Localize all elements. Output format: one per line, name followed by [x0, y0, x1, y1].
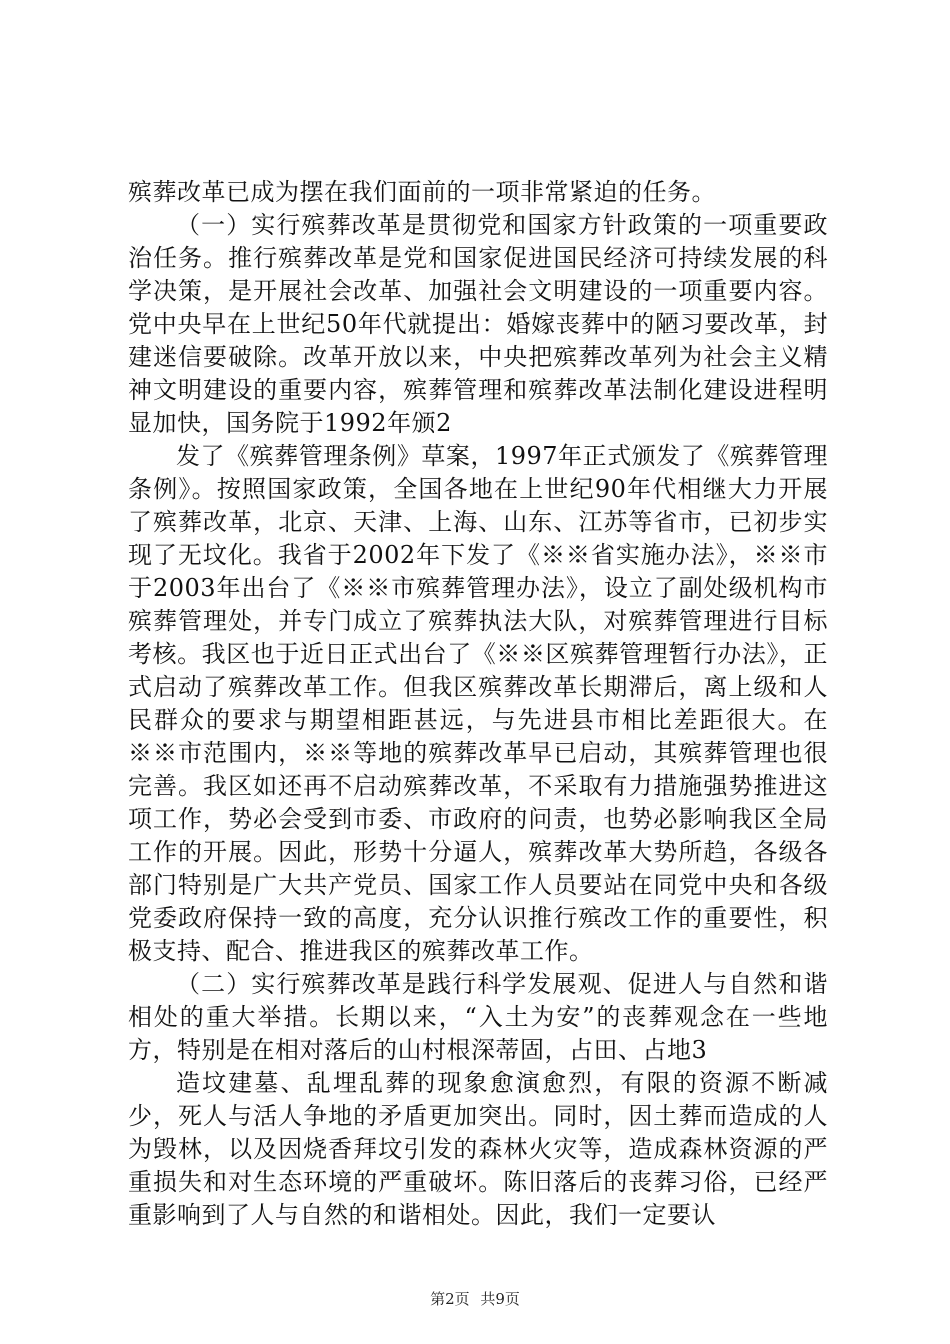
paragraph-2: （一）实行殡葬改革是贯彻党和国家方针政策的一项重要政治任务。推行殡葬改革是党和国家促进国民经济可持续发展的科学决策，是开展社会改革、加强社会文明建设的一项重要内容。党中央早在上世纪50年代就提出：婚嫁丧葬中的陋习要改革，封建迷信要破除。改革开放以来，中央把殡葬改革列为社会主义精神文明建设的重要内容，殡葬管理和殡葬改革法制化建设进程明显加快，国务院于1992年颁2: [128, 211, 828, 437]
page-number: 第2页: [430, 1290, 470, 1308]
document-body: [128, 176, 828, 1232]
paragraph-3: 发了《殡葬管理条例》草案，1997年正式颁发了《殡葬管理条例》。按照国家政策，全国各地在上世纪90年代相继大力开展了殡葬改革，北京、天津、上海、山东、江苏等省市，已初步实现了无坟化。我省于2002年下发了《※※省实施办法》，※※市于2003年出台了《※※市殡葬管理办法》，设立了副处级机构市殡葬管理处，并专门成立了殡葬执法大队，对殡葬管理进行目标考核。我区也于近日正式出台了《※※区殡葬管理暂行办法》，正式启动了殡葬改革工作。但我区殡葬改革长期滞后，离上级和人民群众的要求与期望相距甚远，与先进县市相比差距很大。在※※市范围内，※※等地的殡葬改革早已启动，其殡葬管理也很完善。我区如还再不启动殡葬改革，不采取有力措施强势推进这项工作，势必会受到市委、市政府的问责，也势必影响我区全局工作的开展。因此，形势十分逼人，殡葬改革大势所趋，各级各部门特别是广大共产党员、国家工作人员要站在同党中央和各级党委政府保持一致的高度，充分认识推行殡改工作的重要性，积极支持、配合、推进我区的殡葬改革工作。: [128, 442, 828, 965]
paragraph-5: 造坟建墓、乱埋乱葬的现象愈演愈烈，有限的资源不断减少，死人与活人争地的矛盾更加突出。同时，因土葬而造成的人为毁林，以及因烧香拜坟引发的森林火灾等，造成森林资源的严重损失和对生态环境的严重破坏。陈旧落后的丧葬习俗，已经严重影响到了人与自然的和谐相处。因此，我们一定要认: [128, 1069, 828, 1229]
page-footer: [0, 1288, 950, 1309]
paragraph-1: 殡葬改革已成为摆在我们面前的一项非常紧迫的任务。: [128, 178, 716, 206]
paragraph-4: （二）实行殡葬改革是践行科学发展观、促进人与自然和谐相处的重大举措。长期以来，“入土为安”的丧葬观念在一些地方，特别是在相对落后的山村根深蒂固，占田、占地3: [128, 970, 828, 1064]
page-total: 共9页: [480, 1290, 520, 1308]
